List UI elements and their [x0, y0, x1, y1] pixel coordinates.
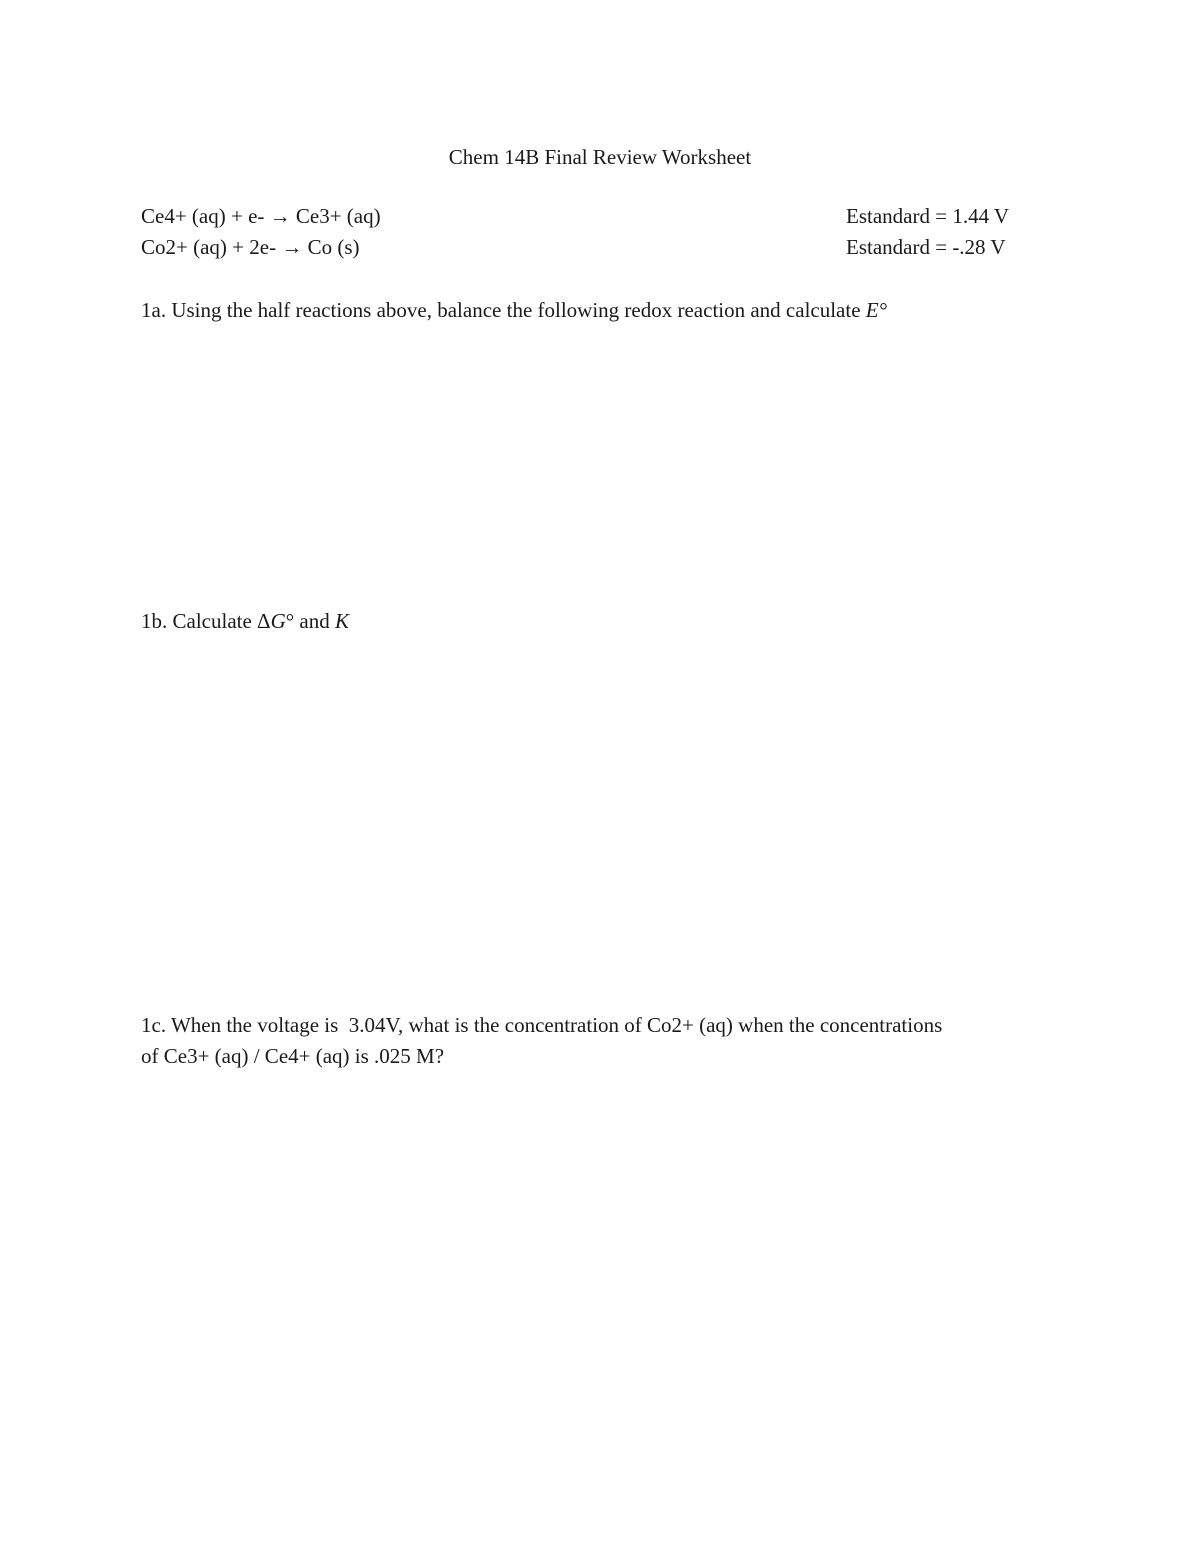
page-title: Chem 14B Final Review Worksheet — [448, 145, 752, 169]
question-1b — [141, 606, 1061, 637]
standard-potential: Estandard = -.28 V — [846, 235, 1006, 259]
half-reaction-equation: Co2+ (aq) + 2e- → Co (s) — [141, 235, 360, 259]
half-reaction-equation: Ce4+ (aq) + e- → Ce3+ (aq) — [141, 204, 381, 228]
question-1c — [141, 1010, 1061, 1072]
half-reaction-cobalt — [141, 233, 1041, 261]
question-1c-line2: of Ce3+ (aq) / Ce4+ (aq) is .025 M? — [141, 1044, 445, 1068]
question-1b-degree-and: ° and — [285, 609, 335, 633]
question-1b-symbol-k: K — [334, 609, 349, 633]
standard-potential: Estandard = 1.44 V — [846, 204, 1010, 228]
question-1a-symbol: E° — [865, 298, 888, 322]
question-1c-line1: 1c. When the voltage is 3.04V, what is the concentration of Co2+ (aq) when the concentrations — [141, 1013, 943, 1037]
question-1a-text: 1a. Using the half reactions above, balance the following redox reaction and calculate — [141, 298, 866, 322]
question-1a — [141, 295, 1061, 326]
question-1b-symbol-g: G — [270, 609, 286, 633]
half-reaction-cerium — [141, 202, 1041, 230]
question-1b-text: 1b. Calculate Δ — [141, 609, 271, 633]
